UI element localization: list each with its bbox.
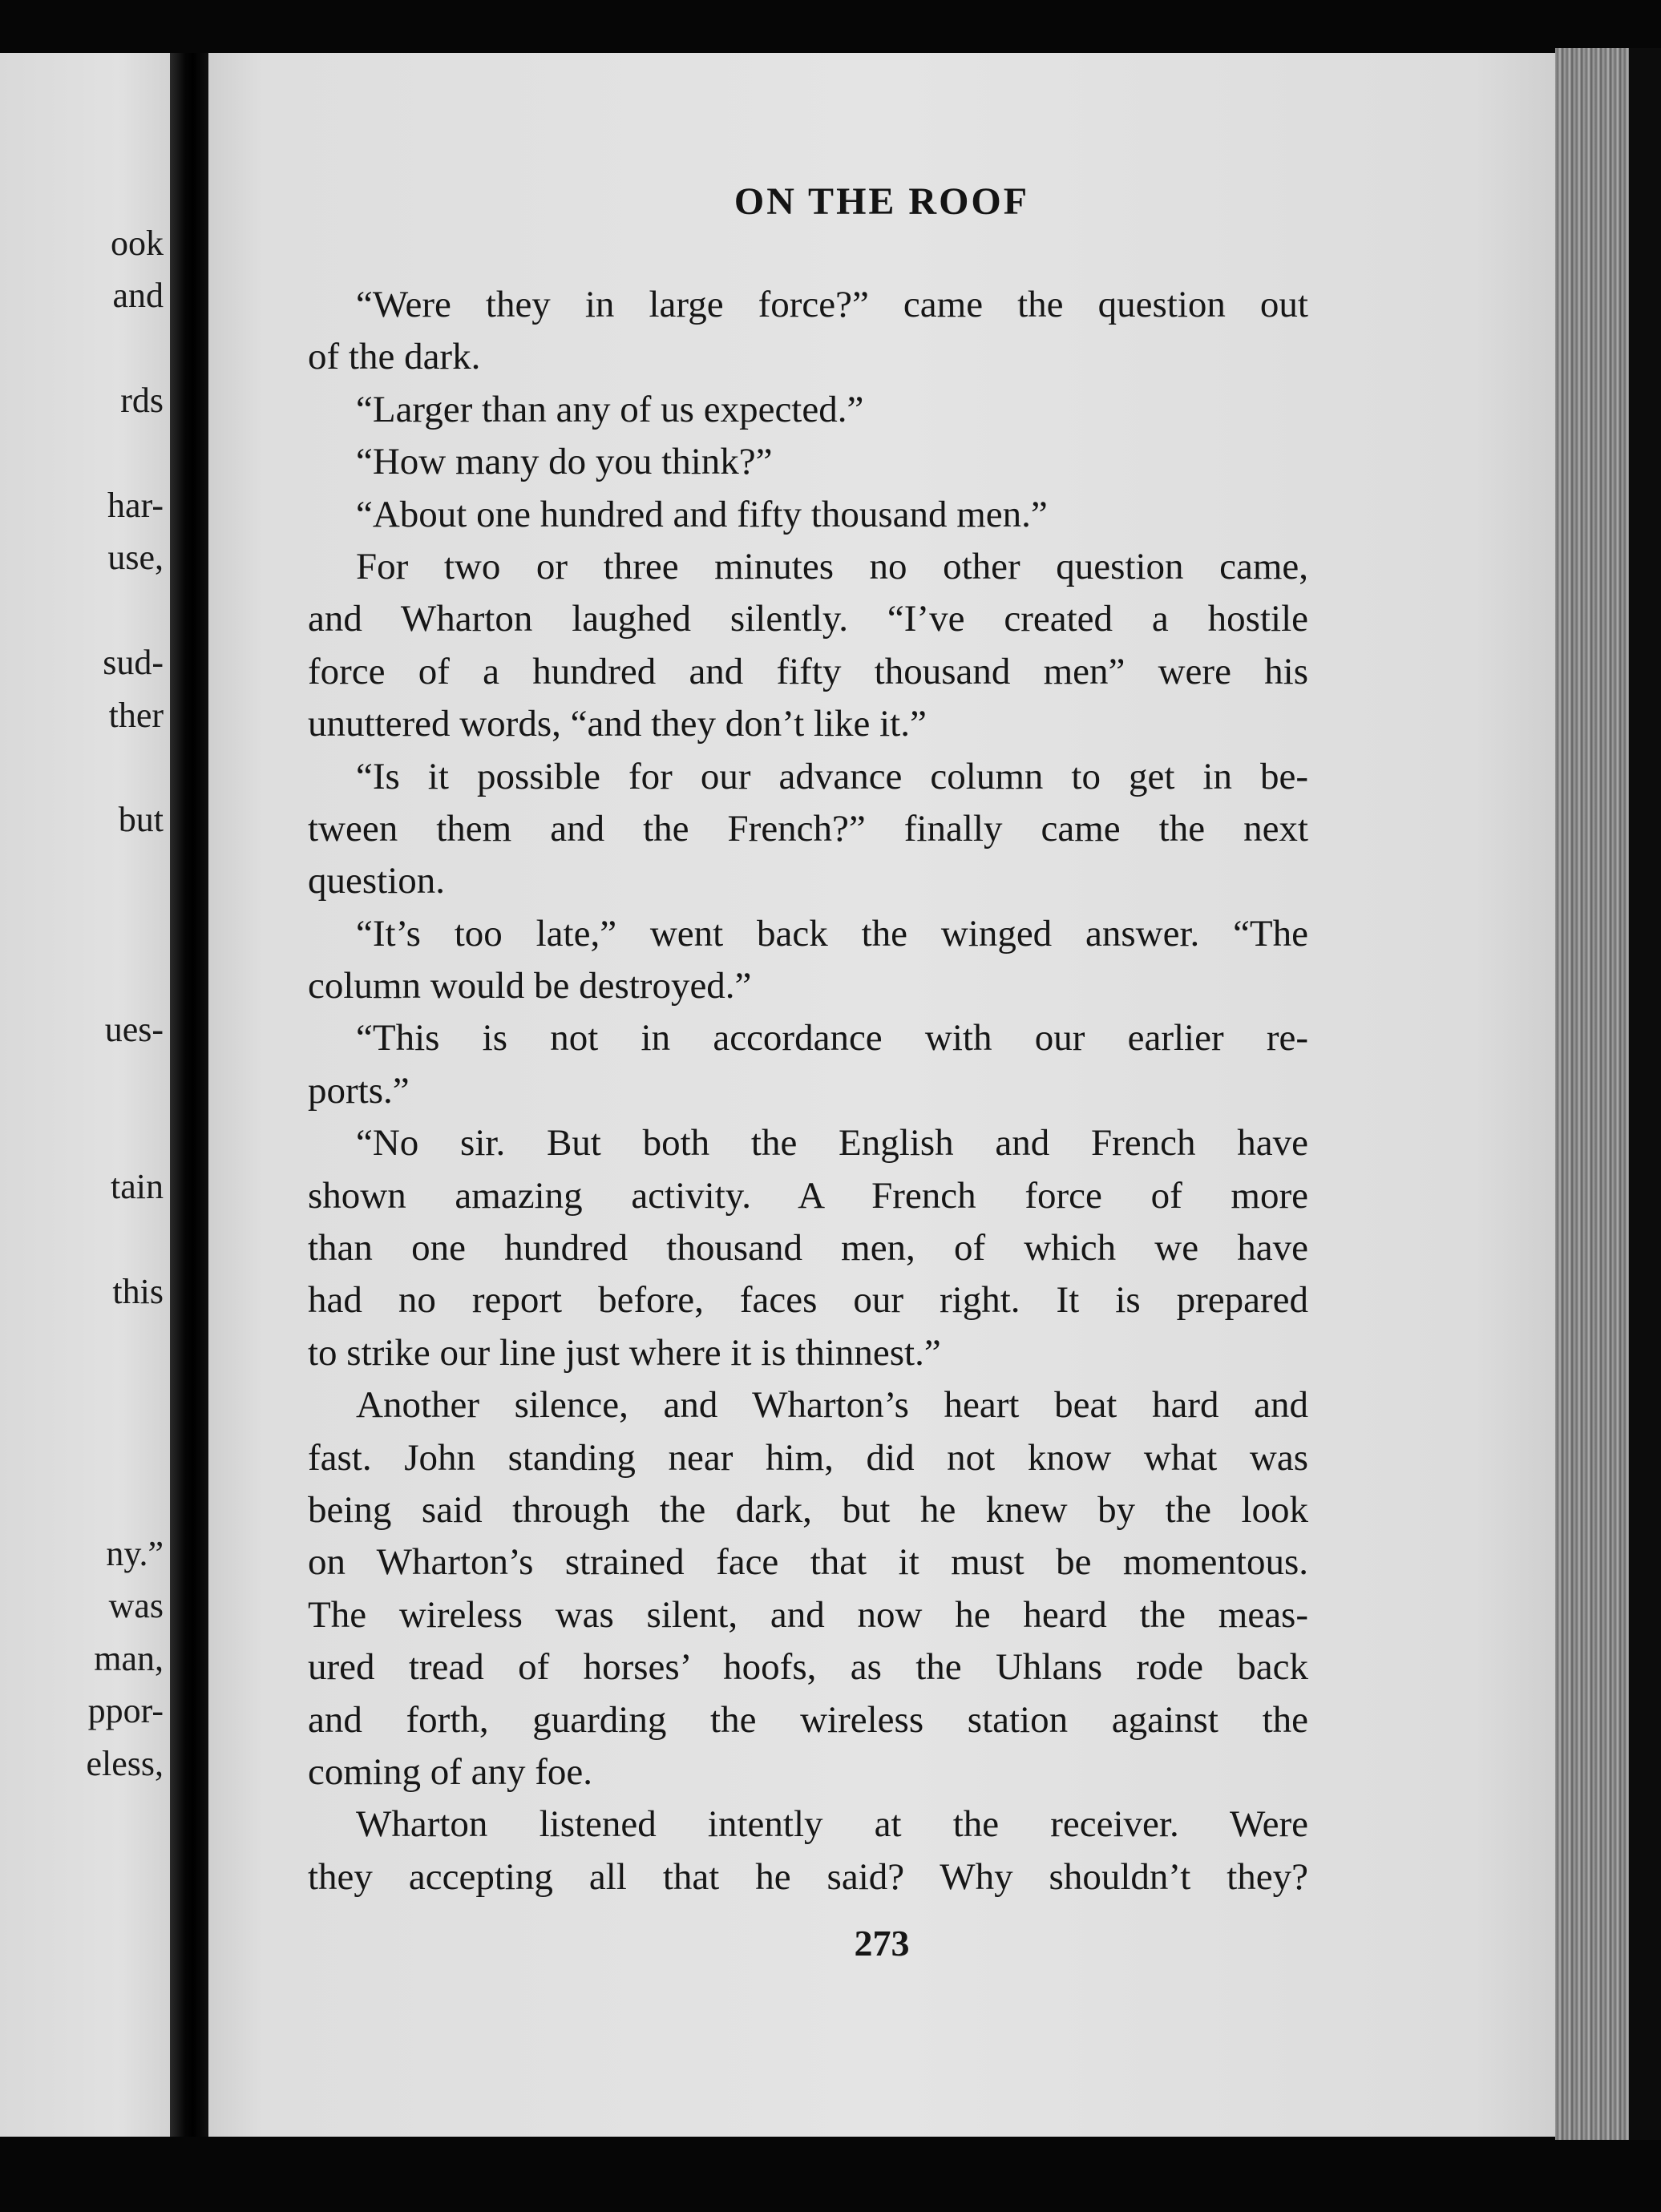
text-line: Another silence, and Wharton’s heart beat hard and bbox=[356, 1384, 1308, 1427]
text-line: “It’s too late,” went back the winged answer. “The bbox=[356, 912, 1308, 955]
text-line: had no report before, faces our right. It is prepared bbox=[308, 1279, 1308, 1322]
facing-page-fragment: was bbox=[108, 1586, 164, 1626]
text-line: ured tread of horses’ hoofs, as the Uhlans rode back bbox=[308, 1646, 1308, 1689]
text-line: on Wharton’s strained face that it must be momentous. bbox=[308, 1541, 1308, 1584]
facing-page-fragment: and bbox=[112, 276, 164, 316]
facing-page-fragment: man, bbox=[94, 1638, 164, 1678]
text-line: unuttered words, “and they don’t like it.” bbox=[308, 703, 927, 745]
running-head: ON THE ROOF bbox=[734, 180, 1030, 223]
text-line: they accepting all that he said? Why shouldn’t they? bbox=[308, 1855, 1308, 1898]
facing-page-fragment: tain bbox=[111, 1167, 164, 1207]
body-text bbox=[308, 279, 1308, 1903]
text-line: column would be destroyed.” bbox=[308, 965, 752, 1007]
text-line: “Were they in large force?” came the question out bbox=[356, 284, 1308, 325]
text-line: Wharton listened intently at the receiver. Were bbox=[356, 1803, 1308, 1846]
text-line: fast. John standing near him, did not know what was bbox=[308, 1436, 1308, 1479]
facing-page-fragment: ues- bbox=[104, 1010, 164, 1049]
facing-page-fragment: ther bbox=[108, 695, 164, 735]
page-edges bbox=[1555, 48, 1629, 2140]
text-line: ports.” bbox=[308, 1069, 410, 1112]
text-line: and Wharton laughed silently. “I’ve created a hostile bbox=[308, 598, 1308, 640]
page-number: 273 bbox=[854, 1923, 910, 1964]
facing-page-fragment: this bbox=[112, 1272, 164, 1311]
facing-page-fragment: rds bbox=[120, 381, 164, 421]
text-line: question. bbox=[308, 860, 446, 902]
text-line: For two or three minutes no other question came, bbox=[356, 545, 1308, 587]
text-line: The wireless was silent, and now he heard the meas- bbox=[308, 1593, 1308, 1636]
text-line: being said through the dark, but he knew by the look bbox=[308, 1488, 1308, 1531]
text-line: “No sir. But both the English and French have bbox=[356, 1122, 1308, 1165]
text-line: force of a hundred and fifty thousand men” were his bbox=[308, 650, 1308, 692]
facing-page-fragment: ny.” bbox=[106, 1534, 164, 1573]
text-line: shown amazing activity. A French force of more bbox=[308, 1174, 1308, 1217]
facing-page-fragment: ook bbox=[111, 224, 164, 263]
text-line: “Larger than any of us expected.” bbox=[356, 388, 864, 430]
facing-page-fragment: but bbox=[118, 800, 164, 840]
text-line: than one hundred thousand men, of which we have bbox=[308, 1227, 1308, 1269]
facing-page-fragment: eless, bbox=[86, 1743, 164, 1783]
text-line: “How many do you think?” bbox=[356, 441, 773, 483]
text-line: and forth, guarding the wireless station against the bbox=[308, 1698, 1308, 1741]
facing-page-fragment: ppor- bbox=[87, 1691, 164, 1731]
facing-page-fragment: sud- bbox=[103, 643, 164, 683]
book-cover-edge bbox=[1629, 48, 1661, 2140]
facing-page-fragment: use, bbox=[107, 538, 164, 578]
text-line: “Is it possible for our advance column to get in be- bbox=[356, 755, 1308, 797]
text-line: “About one hundred and fifty thousand men.” bbox=[356, 493, 1048, 535]
text-line: tween them and the French?” finally came the next bbox=[308, 807, 1308, 850]
text-line: “This is not in accordance with our earlier re- bbox=[356, 1017, 1308, 1060]
text-line: coming of any foe. bbox=[308, 1750, 593, 1793]
text-line: to strike our line just where it is thinnest.” bbox=[308, 1331, 941, 1374]
text-line: of the dark. bbox=[308, 336, 481, 378]
facing-page bbox=[0, 53, 170, 2137]
book-gutter bbox=[170, 53, 208, 2137]
facing-page-fragment: har- bbox=[107, 486, 164, 525]
